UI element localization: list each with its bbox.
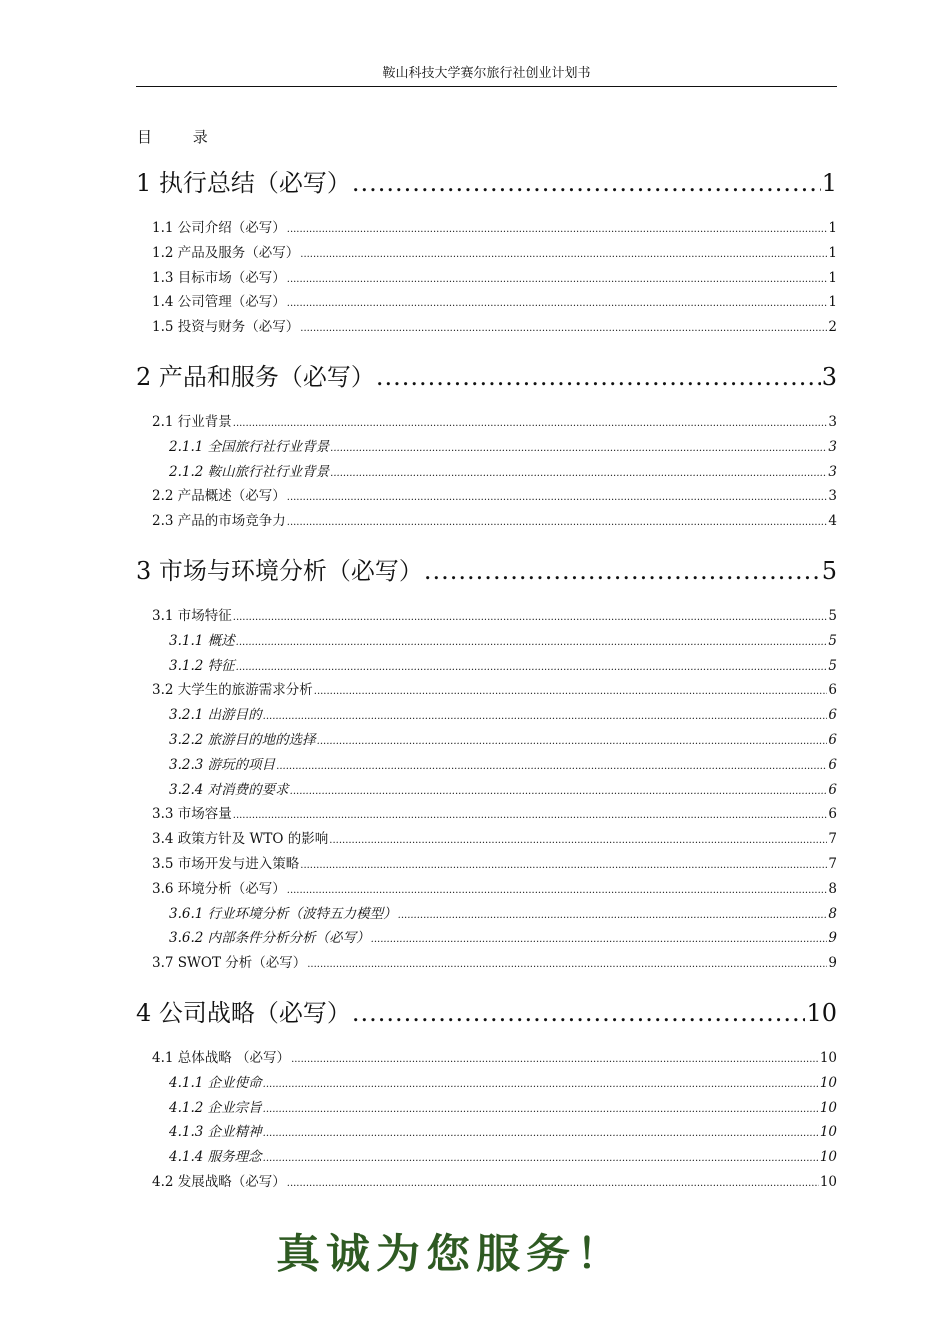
- toc-entry-title: 1.5 投资与财务（必写）: [152, 319, 300, 336]
- toc-entry-title: 2 产品和服务（必写）: [136, 362, 375, 391]
- toc-leader-dots: [330, 460, 827, 485]
- toc-entry-level-2[interactable]: [136, 484, 837, 509]
- toc-entry-page: 3: [828, 463, 837, 480]
- toc-entry-title: 3.2 大学生的旅游需求分析: [152, 682, 313, 699]
- toc-entry-level-2[interactable]: [136, 315, 837, 340]
- toc-entry-level-2[interactable]: [136, 290, 837, 315]
- toc-entry-title: 3.2.4 对消费的要求: [169, 781, 289, 798]
- toc-entry-level-2[interactable]: [136, 1046, 837, 1071]
- toc-leader-dots: [263, 1145, 819, 1170]
- toc-entry-level-3[interactable]: [136, 926, 837, 951]
- toc-leader-dots: [329, 827, 827, 852]
- toc-entry-title: 1.1 公司介绍（必写）: [152, 220, 286, 236]
- toc-leader-dots: [376, 354, 821, 400]
- toc-entry-title: 3.2.1 出游目的: [169, 707, 262, 724]
- toc-entry-title: 4.1.3 企业精神: [169, 1124, 262, 1141]
- toc-entry-level-2[interactable]: [136, 410, 837, 435]
- toc-entry-title: 3.5 市场开发与进入策略: [152, 855, 300, 872]
- toc-entry-level-3[interactable]: [136, 728, 837, 753]
- toc-entry-level-1[interactable]: [136, 354, 837, 400]
- toc-entry-title: 3.1.2 特征: [169, 657, 235, 674]
- toc-entry-page: 6: [828, 707, 837, 724]
- toc-leader-dots: [287, 216, 828, 241]
- toc-entry-title: 3.1 市场特征: [152, 607, 232, 624]
- toc-entry-level-3[interactable]: [136, 902, 837, 927]
- toc-entry-level-2[interactable]: [136, 678, 837, 703]
- toc-leader-dots: [287, 266, 828, 291]
- toc-entry-level-3[interactable]: [136, 654, 837, 679]
- toc-entry-page: 8: [828, 905, 837, 922]
- toc-leader-dots: [287, 1170, 819, 1195]
- toc-entry-page: 3: [828, 438, 837, 455]
- toc-entry-level-3[interactable]: [136, 778, 837, 803]
- toc-entry-page: 8: [828, 880, 837, 897]
- toc-entry-page: 9: [828, 955, 837, 972]
- toc-entry-title: 4 公司战略（必写）: [136, 998, 351, 1027]
- toc-leader-dots: [233, 802, 828, 827]
- toc-entry-level-2[interactable]: [136, 802, 837, 827]
- toc-entry-page: 6: [828, 682, 837, 699]
- toc-entry-page: 2: [828, 319, 837, 336]
- toc-entry-title: 1 执行总结（必写）: [136, 169, 351, 197]
- toc-entry-level-3[interactable]: [136, 753, 837, 778]
- toc-entry-level-2[interactable]: [136, 951, 837, 976]
- toc-leader-dots: [398, 902, 828, 927]
- toc-entry-title: 2.1 行业背景: [152, 413, 232, 430]
- toc-entry-title: 1.2 产品及服务（必写）: [152, 244, 300, 261]
- toc-entry-title: 3.6.2 内部条件分析分析（必写）: [169, 930, 370, 947]
- toc-entry-page: 7: [828, 831, 837, 848]
- toc-leader-dots: [352, 160, 821, 206]
- toc-entry-page: 1: [828, 294, 837, 311]
- toc-entry-level-3[interactable]: [136, 460, 837, 485]
- table-of-contents: [136, 160, 837, 1195]
- toc-leader-dots: [300, 315, 827, 340]
- toc-leader-dots: [233, 410, 828, 435]
- toc-entry-title: 3.4 政策方针及 WTO 的影响: [152, 831, 329, 848]
- toc-entry-page: 1: [828, 269, 837, 286]
- toc-leader-dots: [352, 990, 806, 1036]
- toc-entry-page: 6: [828, 806, 837, 823]
- toc-leader-dots: [371, 926, 828, 951]
- toc-entry-title: 2.1.1 全国旅行社行业背景: [169, 438, 330, 455]
- toc-entry-page: 10: [819, 1049, 837, 1066]
- toc-entry-level-2[interactable]: [136, 827, 837, 852]
- toc-entry-page: 1: [828, 220, 837, 236]
- toc-entry-title: 1.3 目标市场（必写）: [152, 269, 286, 286]
- toc-entry-level-3[interactable]: [136, 1120, 837, 1145]
- toc-entry-page: 10: [819, 1173, 837, 1190]
- toc-leader-dots: [287, 290, 828, 315]
- toc-entry-level-2[interactable]: [136, 1170, 837, 1195]
- toc-entry-title: 3.2.2 旅游目的地的选择: [169, 731, 316, 748]
- toc-entry-level-2[interactable]: [136, 852, 837, 877]
- toc-leader-dots: [263, 1096, 819, 1121]
- toc-entry-level-3[interactable]: [136, 703, 837, 728]
- toc-entry-level-3[interactable]: [136, 435, 837, 460]
- toc-entry-title: 3.6 环境分析（必写）: [152, 880, 286, 897]
- toc-entry-page: 1: [828, 244, 837, 261]
- toc-entry-level-1[interactable]: [136, 160, 837, 206]
- toc-leader-dots: [314, 678, 828, 703]
- toc-entry-page: 3: [828, 413, 837, 430]
- toc-leader-dots: [300, 852, 827, 877]
- toc-entry-title: 4.1.2 企业宗旨: [169, 1099, 262, 1116]
- toc-leader-dots: [300, 241, 827, 266]
- footer-slogan: 真诚为您服务！: [276, 1230, 626, 1278]
- toc-entry-title: 2.2 产品概述（必写）: [152, 488, 286, 505]
- toc-entry-page: 10: [819, 1099, 837, 1116]
- toc-entry-page: 3: [821, 362, 837, 391]
- header-title: 鞍山科技大学赛尔旅行社创业计划书: [382, 66, 591, 81]
- toc-entry-title: 3.1.1 概述: [169, 632, 235, 649]
- toc-entry-title: 3.7 SWOT 分析（必写）: [152, 955, 307, 972]
- toc-leader-dots: [317, 728, 828, 753]
- toc-entry-level-2[interactable]: [136, 877, 837, 902]
- toc-entry-level-3[interactable]: [136, 629, 837, 654]
- toc-leader-dots: [291, 1046, 819, 1071]
- toc-entry-title: 2.1.2 鞍山旅行社行业背景: [169, 463, 330, 480]
- toc-entry-page: 10: [806, 998, 837, 1027]
- toc-entry-level-2[interactable]: [136, 216, 837, 241]
- toc-entry-page: 6: [828, 781, 837, 798]
- toc-entry-level-3[interactable]: [136, 1071, 837, 1096]
- toc-entry-page: 10: [819, 1074, 837, 1091]
- toc-entry-page: 5: [828, 607, 837, 624]
- toc-entry-title: 2.3 产品的市场竞争力: [152, 513, 286, 530]
- toc-entry-level-1[interactable]: [136, 990, 837, 1036]
- toc-entry-page: 5: [828, 657, 837, 674]
- toc-entry-title: 4.1.1 企业使命: [169, 1074, 262, 1091]
- toc-leader-dots: [236, 654, 828, 679]
- toc-entry-title: 3.6.1 行业环境分析（波特五力模型）: [169, 905, 397, 922]
- toc-entry-page: 7: [828, 855, 837, 872]
- toc-entry-title: 4.1 总体战略 （必写）: [152, 1049, 291, 1066]
- toc-leader-dots: [287, 484, 828, 509]
- toc-entry-level-2[interactable]: [136, 604, 837, 629]
- page-header: [136, 64, 837, 87]
- toc-leader-dots: [233, 604, 828, 629]
- toc-entry-title: 4.2 发展战略（必写）: [152, 1173, 286, 1190]
- toc-leader-dots: [287, 509, 828, 534]
- toc-leader-dots: [424, 548, 821, 594]
- toc-leader-dots: [290, 778, 828, 803]
- toc-entry-level-2[interactable]: [136, 241, 837, 266]
- toc-entry-title: 4.1.4 服务理念: [169, 1149, 262, 1166]
- toc-leader-dots: [307, 951, 827, 976]
- toc-leader-dots: [330, 435, 827, 460]
- toc-entry-level-1[interactable]: [136, 548, 837, 594]
- toc-entry-title: 3.3 市场容量: [152, 806, 232, 823]
- toc-leader-dots: [287, 877, 828, 902]
- toc-entry-page: 10: [819, 1124, 837, 1141]
- toc-leader-dots: [263, 703, 828, 728]
- toc-entry-title: 3 市场与环境分析（必写）: [136, 556, 423, 585]
- toc-heading: 目 录: [137, 128, 226, 146]
- toc-entry-level-3[interactable]: [136, 1145, 837, 1170]
- toc-entry-page: 1: [821, 169, 837, 197]
- toc-entry-page: 4: [828, 513, 837, 530]
- toc-leader-dots: [276, 753, 827, 778]
- toc-leader-dots: [263, 1120, 819, 1145]
- toc-entry-level-2[interactable]: [136, 266, 837, 291]
- toc-entry-level-3[interactable]: [136, 1096, 837, 1121]
- toc-entry-page: 10: [819, 1149, 837, 1166]
- toc-entry-page: 9: [828, 930, 837, 947]
- toc-entry-page: 6: [828, 756, 837, 773]
- toc-entry-page: 5: [821, 556, 837, 585]
- toc-entry-title: 3.2.3 游玩的项目: [169, 756, 276, 773]
- toc-entry-title: 1.4 公司管理（必写）: [152, 294, 286, 311]
- toc-entry-page: 5: [828, 632, 837, 649]
- toc-entry-page: 3: [828, 488, 837, 505]
- toc-entry-page: 6: [828, 731, 837, 748]
- toc-leader-dots: [263, 1071, 819, 1096]
- toc-entry-level-2[interactable]: [136, 509, 837, 534]
- toc-leader-dots: [236, 629, 828, 654]
